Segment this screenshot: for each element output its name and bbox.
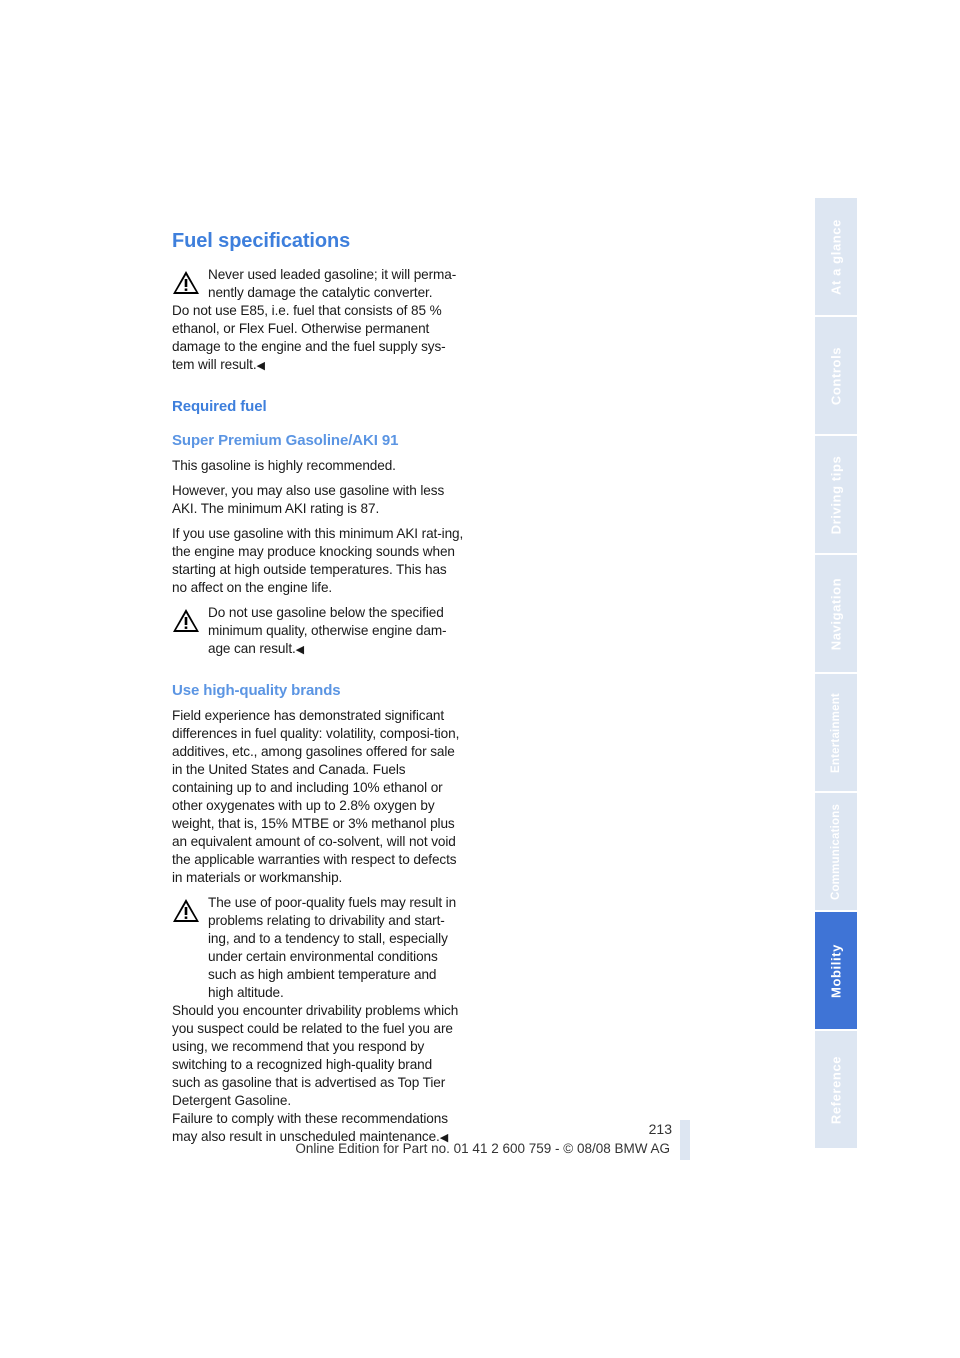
paragraph: If you use gasoline with this minimum AKI rat-ing, the engine may produce knocking sounds when starting at high outside temperatures. This has no affect on the engine life.	[172, 526, 464, 595]
warning-3-text: The use of poor-quality fuels may result in problems relating to drivability and start-ing, and to a tendency to stall, especially under certain environmental conditions such as high ambient temperature and high altitude.	[208, 895, 457, 1000]
tab-at-a-glance[interactable]	[815, 198, 857, 317]
end-mark-icon: ◀	[439, 1132, 449, 1144]
warning-1-continuation	[172, 302, 464, 375]
tab-driving-tips[interactable]	[815, 436, 857, 555]
subsection-heading-super-premium: Super Premium Gasoline/AKI 91	[172, 432, 399, 449]
chapter-sidebar	[815, 198, 857, 1150]
tab-label: At a glance	[828, 218, 844, 295]
warning-triangle-icon	[172, 270, 200, 295]
footer-text: Online Edition for Part no. 01 41 2 600 759 - © 08/08 BMW AG	[295, 1141, 670, 1156]
page-number-bar	[680, 1120, 690, 1160]
tab-entertainment[interactable]	[815, 674, 857, 793]
page-content	[172, 228, 464, 1147]
tab-communications[interactable]	[815, 793, 857, 912]
tab-controls[interactable]	[815, 317, 857, 436]
end-mark-icon: ◀	[295, 644, 305, 656]
tab-label: Driving tips	[828, 455, 844, 534]
tab-label: Communications	[830, 803, 842, 900]
warning-triangle-icon	[172, 608, 200, 633]
paragraph: Field experience has demonstrated significant differences in fuel quality: volatility, composi-tion, additives, etc., among gasolines offered for sale in the United States and Canada. Fuels containing up to and including 10% ethanol or other oxygenates with up to 2.8% oxygen by weight, that is, 15% MTBE or 3% methanol plus an equivalent amount of co-solvent, will not void the applicable warranties with respect to defects in materials or workmanship.	[172, 708, 460, 885]
page-number: 213	[648, 1121, 672, 1137]
page-title: Fuel specifications	[172, 230, 351, 252]
warning-1-text: Never used leaded gasoline; it will perma-nently damage the catalytic converter.	[208, 267, 457, 300]
paragraph: However, you may also use gasoline with less AKI. The minimum AKI rating is 87.	[172, 483, 445, 516]
warning-note-2	[172, 604, 464, 659]
warning-1-rest: Do not use E85, i.e. fuel that consists of 85 % ethanol, or Flex Fuel. Otherwise permanent damage to the engine and the fuel supply sys-tem will result.	[172, 303, 446, 372]
warning-2-text: Do not use gasoline below the specified minimum quality, otherwise engine dam-age can result.	[208, 605, 447, 656]
tab-reference[interactable]	[815, 1031, 857, 1150]
warning-triangle-icon	[172, 898, 200, 923]
tab-navigation[interactable]	[815, 555, 857, 674]
tab-label: Navigation	[828, 577, 844, 650]
tab-mobility[interactable]	[815, 912, 857, 1031]
tab-label: Reference	[828, 1055, 844, 1124]
tab-label: Mobility	[828, 943, 844, 998]
warning-note-1	[172, 266, 464, 302]
warning-3-last: Failure to comply with these recommendations may also result in unscheduled maintenance.	[172, 1111, 448, 1144]
warning-note-3	[172, 894, 464, 1002]
tab-label: Controls	[828, 346, 844, 405]
subsection-heading-brands: Use high-quality brands	[172, 682, 341, 699]
section-heading-required-fuel: Required fuel	[172, 398, 267, 415]
end-mark-icon: ◀	[256, 360, 265, 372]
paragraph: This gasoline is highly recommended.	[172, 458, 396, 473]
tab-label: Entertainment	[830, 692, 842, 773]
warning-3-paragraph-2: Should you encounter drivability problems which you suspect could be related to the fuel you are using, we recommend that you respond by switching to a recognized high-quality brand such as gasoline that is advertised as Top Tier Detergent Gasoline.	[172, 1003, 459, 1108]
